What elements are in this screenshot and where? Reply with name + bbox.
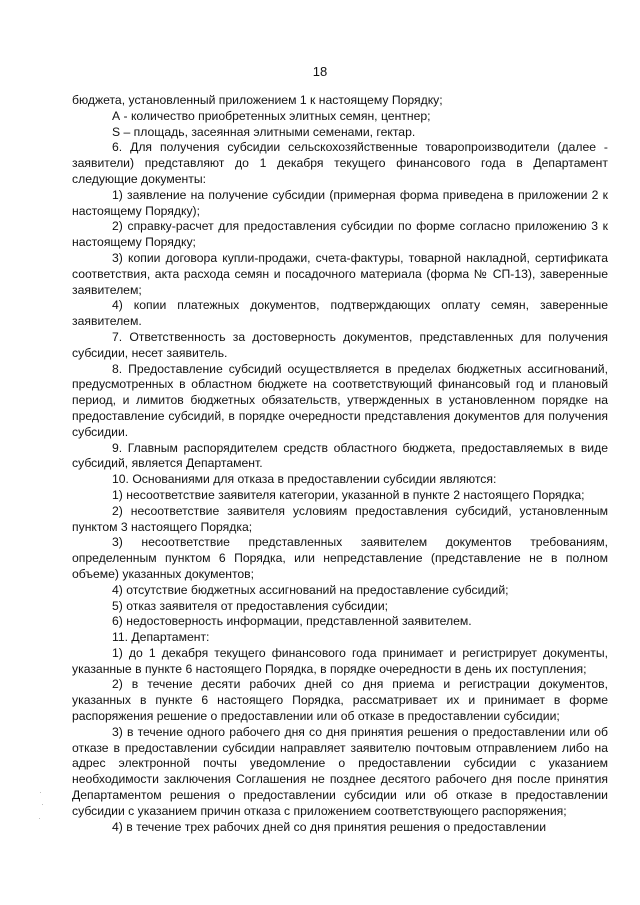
document-body [72, 93, 608, 835]
paragraph: 1) заявление на получение субсидии (примерная форма приведена в приложении 2 к настоящему Порядку); [72, 187, 608, 218]
paragraph: 9. Главным распорядителем средств областного бюджета, предоставляемых в виде субсидий, является Департамент. [72, 440, 608, 471]
paragraph: 5) отказ заявителя от предоставления субсидии; [112, 598, 389, 613]
paragraph: 2) несоответствие заявителя условиям предоставления субсидий, установленным пунктом 3 настоящего Порядка; [72, 503, 608, 534]
paragraph: 11. Департамент: [112, 630, 210, 645]
scan-speck [42, 804, 43, 805]
paragraph: 8. Предоставление субсидий осуществляется в пределах бюджетных ассигнований, предусмотренных в областном бюджете на соответствующий финансовый год и плановый период, и лимитов бюджетных обязательств, утвержденных в установленном порядке на предоставление субсидий, в порядке очередности представления документов для получения субсидии. [72, 361, 608, 439]
paragraph: А - количество приобретенных элитных семян, центнер; [112, 108, 431, 123]
page-number: 18 [312, 64, 328, 79]
paragraph: 3) несоответствие представленных заявителем документов требованиям, определенным пунктом 6 Порядка, или непредставление (представление не в полном объеме) указанных документов; [72, 535, 608, 581]
paragraph: бюджета, установленный приложением 1 к настоящему Порядку; [72, 93, 443, 107]
paragraph: 4) копии платежных документов, подтверждающих оплату семян, заверенные заявителем. [72, 298, 608, 329]
scan-speck [39, 818, 40, 819]
paragraph: S – площадь, засеянная элитными семенами, гектар. [112, 124, 416, 139]
paragraph: 7. Ответственность за достоверность документов, представленных для получения субсидии, несет заявитель. [72, 329, 608, 360]
paragraph: 4) отсутствие бюджетных ассигнований на предоставление субсидий; [112, 582, 509, 597]
paragraph: 4) в течение трех рабочих дней со дня принятия решения о предоставлении [112, 819, 547, 834]
paragraph: 2) в течение десяти рабочих дней со дня приема и регистрации документов, указанных в пункте 6 настоящего Порядка, рассматривает их и принимает в форме распоряжения решение о предоставлении или об отказе в предоставлении субсидии; [72, 677, 608, 724]
paragraph: 3) в течение одного рабочего дня со дня принятия решения о предоставлении или об отказе в предоставлении субсидии направляет заявителю почтовым отправлением либо на адрес электронной почты уведомление о предоставлении субсидии с указанием необходимости заключения Соглашения не позднее десятого рабочего дня после принятия Департаментом решения о предоставлении субсидии или об отказе в предоставлении субсидии с указанием причин отказа с приложением соответствующего распоряжения; [72, 724, 608, 818]
paragraph: 3) копии договора купли-продажи, счета-фактуры, товарной накладной, сертификата соответствия, акта расхода семян и посадочного материала (форма № СП-13), заверенные заявителем; [72, 250, 608, 297]
paragraph: 10. Основаниями для отказа в предоставлении субсидии являются: [112, 472, 497, 487]
paragraph: 1) несоответствие заявителя категории, указанной в пункте 2 настоящего Порядка; [112, 487, 585, 502]
paragraph: 1) до 1 декабря текущего финансового года принимает и регистрирует документы, указанные в пункте 6 настоящего Порядка, в порядке очередности в день их поступления; [72, 645, 608, 676]
paragraph: 6) недостоверность информации, представленной заявителем. [112, 614, 472, 629]
scan-speck [40, 792, 41, 793]
paragraph: 6. Для получения субсидии сельскохозяйственные товаропроизводители (далее - заявители) представляют до 1 декабря текущего финансового года в Департамент следующие документы: [72, 140, 608, 186]
paragraph: 2) справку-расчет для предоставления субсидии по форме согласно приложению 3 к настоящему Порядку; [72, 219, 608, 250]
